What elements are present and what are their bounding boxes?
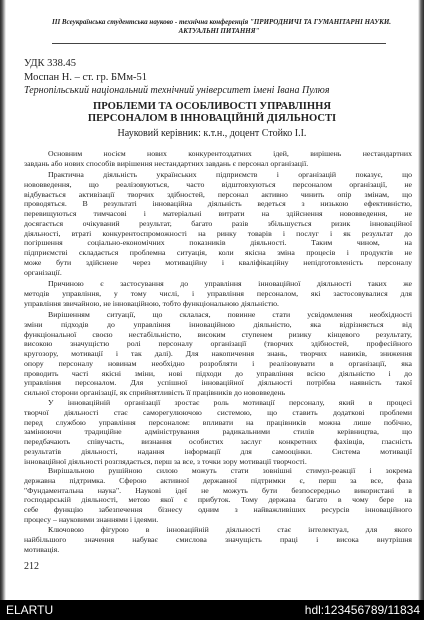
affiliation-line: Тернопільський національний технічний університет імені Івана Пулюя [24,85,330,96]
text-line: У інноваційній організації зростає роль мотивації персоналу, який в процесі [48,398,412,407]
text-line: діяльності, втраті конкурентоспроможності на ринку товарів і послуг і як результат до [24,228,412,238]
paragraph-1 [24,149,412,169]
paragraph-4 [24,310,412,398]
udc-code: УДК 338.45 [24,58,77,69]
text-line: мотивація. [24,544,60,554]
author-line: Моспан Н. – ст. гр. БМм-51 [24,72,148,83]
page-number: 212 [24,561,39,572]
text-line: функціональної своєю нестабільністю, високим ступенем ризику кінцевого результату, [24,329,412,339]
running-header [52,7,392,44]
text-line: Вирішальною рушійною силою можуть стати зовнішні стимул-реакції і зокрема [48,466,412,475]
text-line: Причиною є застосування до управління інноваційної діяльності таких же [48,279,412,288]
text-line: підприємстві складається проблемна ситуація, коли якісна зміна процесів і продуктів не [24,248,412,257]
text-line: державна підтримка. Сферою активної державної підтримки є, перш за все, фаза [24,475,412,485]
paragraph-2 [24,170,412,277]
text-line: інноваційної діяльності розглядається, перш за все, з точки зору мотивації творчості. [24,456,307,466]
text-line: погіршення соціально-економічних показників діяльності. Таким чином, на [24,238,412,248]
text-line: опору персоналу новинам необхідно розробляти і реалізовувати в організації, яка [24,358,412,368]
text-line: творчої діяльності стає саморегулюючою системою, що ставить додаткові проблеми [24,407,412,417]
paragraph-3 [24,279,412,308]
text-line: високою значущістю ролі персоналу організації (творчих здібностей, професійного [24,339,412,349]
text-line: управління персоналом. Для успішної інноваційної діяльності потрібна наявність такої [24,378,412,388]
text-line: Вирішенням ситуації, що склалася, повинне стати усвідомлення необхідності [48,310,412,319]
text-line: відбувається активізації творчих здібностей, персонал активно чинить опір змінам, що [24,189,412,199]
article-title-line-2: ПЕРСОНАЛОМ В ІННОВАЦІЙНІЙ ДІЯЛЬНОСТІ [87,113,337,124]
text-line: себе функцію забезпечення бізнесу одним з найважливіших ресурсів інноваційного [24,505,412,514]
repository-name: ELARTU [6,603,54,617]
running-header-line-1: III Всеукраїнська студентська науково - технічна конференція "ПРИРОДНИЧІ ТА ГУМАНІТАРНІ НАУКИ. [52,18,392,26]
running-header-line-2: АКТУАЛЬНІ ПИТАННЯ" [178,27,260,35]
paragraph-5 [24,398,412,466]
text-line: замінюючи традиційне адміністрування радикальними стилів керівництва, що [24,427,412,437]
paragraph-7 [24,525,412,554]
text-line: організації. [24,267,62,277]
text-line: сильної сторони організації, як сприйнятливість її працівників до нововведень [24,388,286,397]
text-line: результатів діяльності, надання інформації для самооцінки. Система мотивації [24,446,412,456]
text-line: Практична діяльність українських підприємств і організацій показує, що [48,170,412,179]
footer-bar [0,600,424,620]
text-line: зміни підходів до управління інноваційною діяльністю, яка відрізняється від [24,319,412,329]
text-line: "Фундаментальна наука". Наукові ідеї не можуть бути безпосередньо використані в [24,485,412,495]
text-line: завдань або нових способів вирішення нестандартних завдань є персонал організації. [24,158,309,168]
text-line: проводяться. В результаті інноваційна діяльність ведеться з низькою ефективністю, [24,199,412,209]
text-line: господарській діяльності, метою якої є прибуток. Тому держава багато в чому бере на [24,495,412,505]
supervisor-line: Науковий керівник: к.т.н., доцент Стойко І.І. [117,128,307,139]
text-line: управління звичайною, не інноваційною, тобто функціональною діяльністю. [24,298,279,308]
text-line: проводить часті якісні зміни, нові підходи до управління всією діяльністю і до [24,368,412,378]
text-line: Основним носієм нових конкурентоздатних ідей, вирішень нестандартних [48,149,412,158]
text-line: Ключовою фігурою в інноваційній діяльності стає інтелектуал, для якого [48,525,412,534]
text-line: нововведення, що реалізовуються, часто відштовхуються персоналом організації, не [24,179,412,189]
text-line: процесу – науковими знаннями і ідеями. [24,514,159,524]
text-line: передбачають співучасть, визнання особистих заслуг конкретних фахівців, гласність [24,437,412,446]
text-line: перед службою управління персоналом: впливати на працівників можна лише побічно, [24,417,412,427]
paragraph-6 [24,466,412,525]
text-line: методів управління, у тому числі, і управління персоналом, які застосовувалися для [24,288,412,298]
handle-identifier: hdl:123456789/11834 [304,603,420,617]
text-line: кругозору, мотивації і так далі). Для накопичення знань, творчих навиків, зниження [24,349,412,358]
text-line: перевищуються тимчасові і матеріальні витрати на здійснення нововведення, не [24,209,412,218]
text-line: найбільшого значення набуває смислова значущість праці і висока внутрішня [24,534,412,544]
article-title-line-1: ПРОБЛЕМИ ТА ОСОБЛИВОСТІ УПРАВЛІННЯ [93,101,331,112]
text-line: досягається очікуваний результат, багато разів збільшується ризик інноваційної [24,218,412,228]
text-line: може бути здійснене через мотиваційну і кваліфікаційну непідготовленість персоналу [24,257,412,267]
